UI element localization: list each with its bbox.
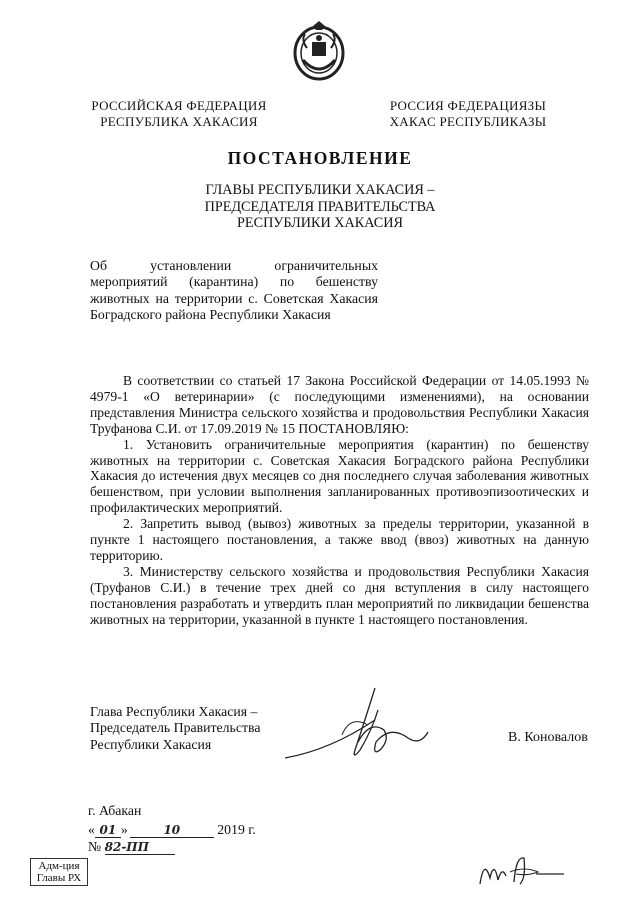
date-year: 2019 г. <box>217 822 256 837</box>
stamp-line: Главы РХ <box>36 872 82 884</box>
coat-of-arms-emblem <box>291 20 347 82</box>
administration-stamp <box>30 858 88 886</box>
date-open-quote: « <box>88 822 95 837</box>
body-paragraph-1: 1. Установить ограничительные мероприятия (карантин) по бешенству животных на территории с. Советская Хакасия Боградского района Республики Хакасия до истечения двух месяцев со дня последнего случая заболевания животных бешенством, при условии выполнения запланированных противоэпизоотических и профилактических мероприятий. <box>90 436 589 516</box>
subject-line: мероприятий (карантина) по бешенству <box>90 274 378 290</box>
issue-date <box>88 822 256 838</box>
subject-line: Об установлении ограничительных <box>90 258 378 273</box>
subtitle-line: РЕСПУБЛИКИ ХАКАСИЯ <box>237 215 403 231</box>
initials-visa <box>476 848 566 892</box>
document-body <box>90 373 589 628</box>
subject-line: Боградского района Республики Хакасия <box>90 306 331 322</box>
document-number <box>88 839 175 855</box>
header-left <box>86 98 272 130</box>
stamp-line: Адм-ция <box>38 860 80 872</box>
place-of-issue: г. Абакан <box>88 803 142 818</box>
subtitle-line: ГЛАВЫ РЕСПУБЛИКИ ХАКАСИЯ – <box>205 182 435 198</box>
initials-icon <box>476 848 566 892</box>
body-paragraph-2: 2. Запретить вывод (вывоз) животных за пределы территории, указанной в пункте 1 настоящего постановления, а также ввод (ввоз) животных на данную территорию. <box>90 516 589 563</box>
document-subject <box>90 258 378 323</box>
coat-of-arms-icon <box>291 20 347 82</box>
signatory-title-line: Республики Хакасия <box>90 736 212 752</box>
document-title: ПОСТАНОВЛЕНИЕ <box>227 148 413 168</box>
header-right <box>378 98 558 130</box>
subtitle-line: ПРЕДСЕДАТЕЛЯ ПРАВИТЕЛЬСТВА <box>204 198 436 215</box>
subject-line: животных на территории с. Советская Хакасия <box>90 290 378 306</box>
signatory-title <box>90 704 260 753</box>
date-close-quote: » <box>120 822 128 837</box>
date-day-handwritten: 01 <box>95 823 121 838</box>
header-left-line: РЕСПУБЛИКА ХАКАСИЯ <box>100 114 258 129</box>
number-handwritten: 82-ПП <box>105 840 175 855</box>
handwritten-signature <box>280 680 430 770</box>
signatory-name: В. Коновалов <box>508 730 588 745</box>
body-paragraph-3: 3. Министерству сельского хозяйства и продовольствия Республики Хакасия (Труфанов С.И.) в течение трех дней со дня вступления в силу настоящего постановления разработать и утвердить план мероприятий по ликвидации бешенства животных на территории, указанной в пункте 1 настоящего постановления. <box>90 563 589 627</box>
body-paragraph-preamble: В соответствии со статьей 17 Закона Российской Федерации от 14.05.1993 № 4979-1 «О ветеринарии» (с последующими изменениями), на основании представления Министра сельского хозяйства и продовольствия Республики Хакасия Труфанова С.И. от 17.09.2019 № 15 ПОСТАНОВЛЯЮ: <box>90 373 589 436</box>
header-right-line: РОССИЯ ФЕДЕРАЦИЯЗЫ <box>389 98 547 113</box>
header-left-line: РОССИЙСКАЯ ФЕДЕРАЦИЯ <box>91 98 267 113</box>
header-right-line: ХАКАС РЕСПУБЛИКАЗЫ <box>389 114 547 129</box>
signatory-title-line: Председатель Правительства <box>90 720 261 736</box>
date-month-handwritten: 10 <box>130 823 214 838</box>
signature-icon <box>280 680 430 770</box>
signatory-title-line: Глава Республики Хакасия – <box>90 704 258 719</box>
number-sign: № <box>88 839 102 854</box>
document-subtitle <box>140 182 500 232</box>
